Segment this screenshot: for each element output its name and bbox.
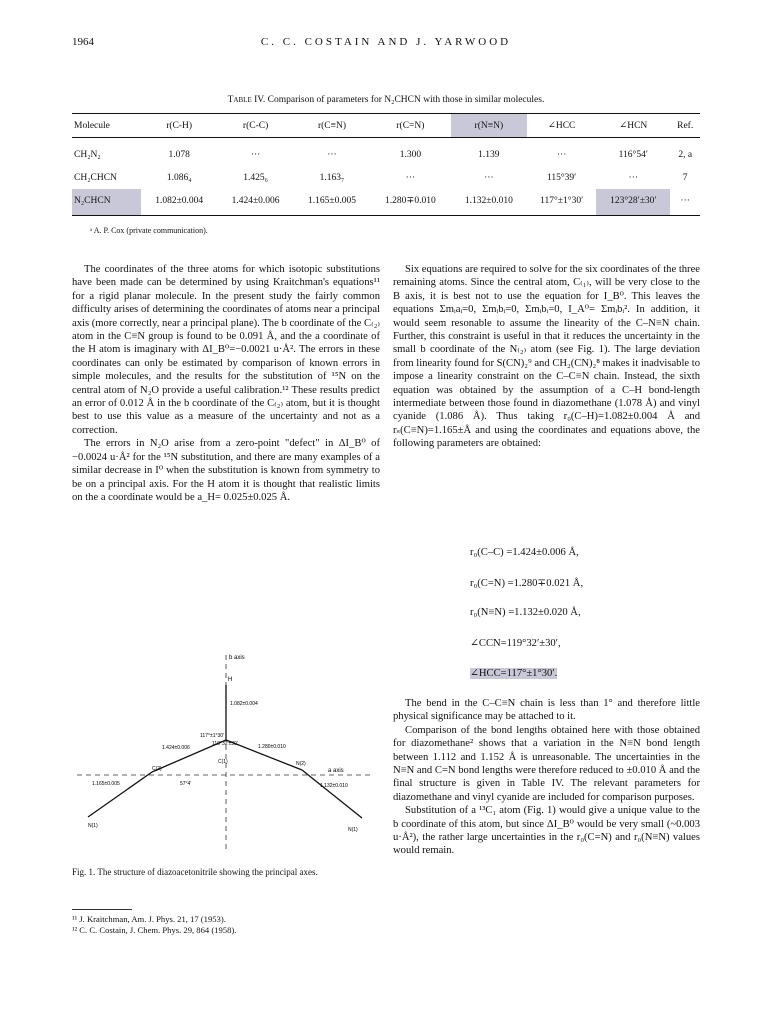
ch-length-label: 1.082±0.004 bbox=[230, 701, 258, 707]
a-axis-label: a axis bbox=[328, 768, 344, 774]
c2n-length-label: 1.165±0.005 bbox=[92, 781, 120, 787]
hcc-angle-label: 117°±1°30′ bbox=[200, 733, 224, 739]
nn-bond bbox=[302, 770, 362, 818]
nn-length-label: 1.132±0.010 bbox=[320, 783, 348, 789]
h-atom-label: H bbox=[228, 677, 233, 683]
n-left-label: N(1) bbox=[88, 823, 98, 829]
equation-cn: r₀(C=N) =1.280∓0.021 Å, bbox=[470, 578, 584, 589]
col-header: r(C≡N) bbox=[294, 114, 370, 138]
col-header: r(C-C) bbox=[217, 114, 293, 138]
paragraph: The coordinates of the three atoms for which isotopic substitutions have been made can be determined by using Kraitchman's equations¹¹ for a rigid planar molecule. In the present study the fairly common difficulty arises of determining the coordinates of atoms near a principal axis (more correctly, near a principal plane). The b coordinate of the C₍₂₎ atom in the C≡N group is found to be 0.091 Å, and the a coordinate of the H atom is imaginary with ΔI_B⁰=−0.0021 u·Å². The errors in these coordinates can only be estimated by comparison of known errors in simple molecules, and the results for the substitution of ¹⁵N on the central atom of N₂O provide a useful calibration.¹² These results predict an error of 0.012 Å in the b coordinate of the C₍₂₎ atom, but it is thought best to use this value as a measure of the uncertainty and not as a correction. bbox=[72, 264, 380, 436]
cc-length-label: 1.424±0.006 bbox=[162, 745, 190, 751]
table-row: CH₂N₂ 1.078 ··· ··· 1.300 1.139 ··· 116°54′ 2, a bbox=[74, 149, 693, 160]
left-column bbox=[72, 263, 380, 504]
running-head-authors: C. C. COSTAIN AND J. YARWOOD bbox=[260, 36, 512, 48]
c1-label: C(1) bbox=[218, 759, 228, 765]
table-row: CH₂CHCN 1.086₄ 1.425₆ 1.163₇ ··· ··· 115°39′ ··· 7 bbox=[74, 172, 688, 183]
cn-angle-label: 57°4′ bbox=[180, 781, 192, 787]
hcn-angle-label: 119°32′±30′ bbox=[212, 741, 238, 747]
page-number: 1964 bbox=[72, 36, 94, 48]
structure-diagram bbox=[72, 645, 380, 860]
n2-label: N(2) bbox=[296, 761, 306, 767]
equation-nn: r₀(N≡N) =1.132±0.020 Å, bbox=[470, 607, 581, 618]
table-footnote: ᵃ A. P. Cox (private communication). bbox=[90, 226, 208, 235]
paragraph: Substitution of a ¹³C₁ atom (Fig. 1) would give a unique value to the b coordinate of this atom, but since ΔI_B⁰ would be very small (~0.003 u·Å²), the rather large uncertainties in the r₀(C=N) and r₀(N≡N) values would remain. bbox=[393, 805, 700, 857]
comparison-table bbox=[72, 113, 700, 216]
figure-structure bbox=[72, 645, 380, 860]
b-axis-label: b axis bbox=[229, 655, 245, 661]
footnote: ¹² C. C. Costain, J. Chem. Phys. 29, 864 (1958). bbox=[72, 924, 237, 935]
footnotes bbox=[72, 909, 380, 935]
paragraph: Comparison of the bond lengths obtained here with those obtained for diazomethane² shows that a variation in the N≡N bond length between 1.112 and 1.152 Å is unreasonable. The uncertainties in the N≡N and C=N bond lengths were therefore reduced to ±0.010 Å and the final structure is given in Table IV. The relevant parameters for diazomethane and vinyl cyanide are included for comparison purposes. bbox=[393, 724, 700, 803]
col-header: r(C-H) bbox=[141, 114, 217, 138]
col-header: r(C=N) bbox=[370, 114, 450, 138]
col-header: Molecule bbox=[72, 114, 141, 138]
table-caption: Table IV. Comparison of parameters for N₂CHCN with those in similar molecules. bbox=[227, 95, 545, 105]
col-header: ∠HCC bbox=[527, 114, 596, 138]
right-column-lower bbox=[393, 697, 700, 858]
paragraph: Six equations are required to solve for the six coordinates of the three remaining atoms. Since the central atom, C₍₁₎, will be very close to the B axis, it is best not to use the equation for I_B⁰. This leaves the equations Σmᵢaᵢ=0, Σmᵢbᵢ=0, Σmᵢbᵢ=0, I_A⁰= Σmᵢbᵢ². In addition, it would seem resonable to assume the linearity of the C–N≡N chain. Further, this constraint is useful in that it reduces the uncertainty in the small b coordinate of the N₍₂₎ atom (see Fig. 1). The large deviation from linearity found for S(CN)₂⁹ and CH₂(CN)₂⁸ makes it inadvisable to impose a linearity constraint on the C–C≡N chain. Instead, the sixth equation was obtained by the assumption of a C–H bond-length intermediate between those found in diazomethane (1.078 Å) and vinyl cyanide (1.086 Å). Thus taking r₀(C–H)=1.082±0.004 Å and rₛ(C≡N)=1.165±Å and using the coordinates and equations above, the following parameters are obtained: bbox=[393, 264, 700, 450]
equation-ccn: ∠CCN=119°32′±30′, bbox=[470, 638, 561, 649]
figure-caption: Fig. 1. The structure of diazoacetonitrile showing the principal axes. bbox=[72, 867, 318, 877]
col-header: ∠HCN bbox=[596, 114, 670, 138]
table-row: N₂CHCN 1.082±0.004 1.424±0.006 1.165±0.005 1.280∓0.010 1.132±0.010 117°±1°30′ 123°28′±30′ ··· bbox=[72, 189, 700, 216]
right-column bbox=[393, 263, 700, 451]
cn-length-label: 1.280±0.010 bbox=[258, 744, 286, 750]
c2-label: C(2) bbox=[152, 766, 162, 772]
footnote: ¹¹ J. Kraitchman, Am. J. Phys. 21, 17 (1953). bbox=[72, 914, 226, 924]
n-right-label: N(1) bbox=[348, 827, 358, 833]
footnote-rule bbox=[72, 909, 132, 910]
col-header: Ref. bbox=[670, 114, 700, 138]
paragraph: The errors in N₂O arise from a zero-point "defect" in ΔI_B⁰ of −0.0024 u·Å² for the ¹⁵N substitution, and there are many examples of a similar decrease in I⁰ when the substitution is known from symmetry to be on a principal axis. For the H atom it is thought that realistic limits on the a coordinate would be a_H= 0.025±0.025 Å. bbox=[72, 438, 380, 503]
table-header-row bbox=[72, 114, 700, 138]
cn-triple-bond bbox=[88, 772, 152, 817]
col-header: r(N≡N) bbox=[451, 114, 527, 138]
paragraph: The bend in the C–C≡N chain is less than 1° and therefore little physical significance may be attached to it. bbox=[393, 698, 700, 723]
equation-hcc: ∠HCC=117°±1°30′. bbox=[470, 668, 558, 679]
equation-cc: r₀(C–C) =1.424±0.006 Å, bbox=[470, 547, 579, 558]
